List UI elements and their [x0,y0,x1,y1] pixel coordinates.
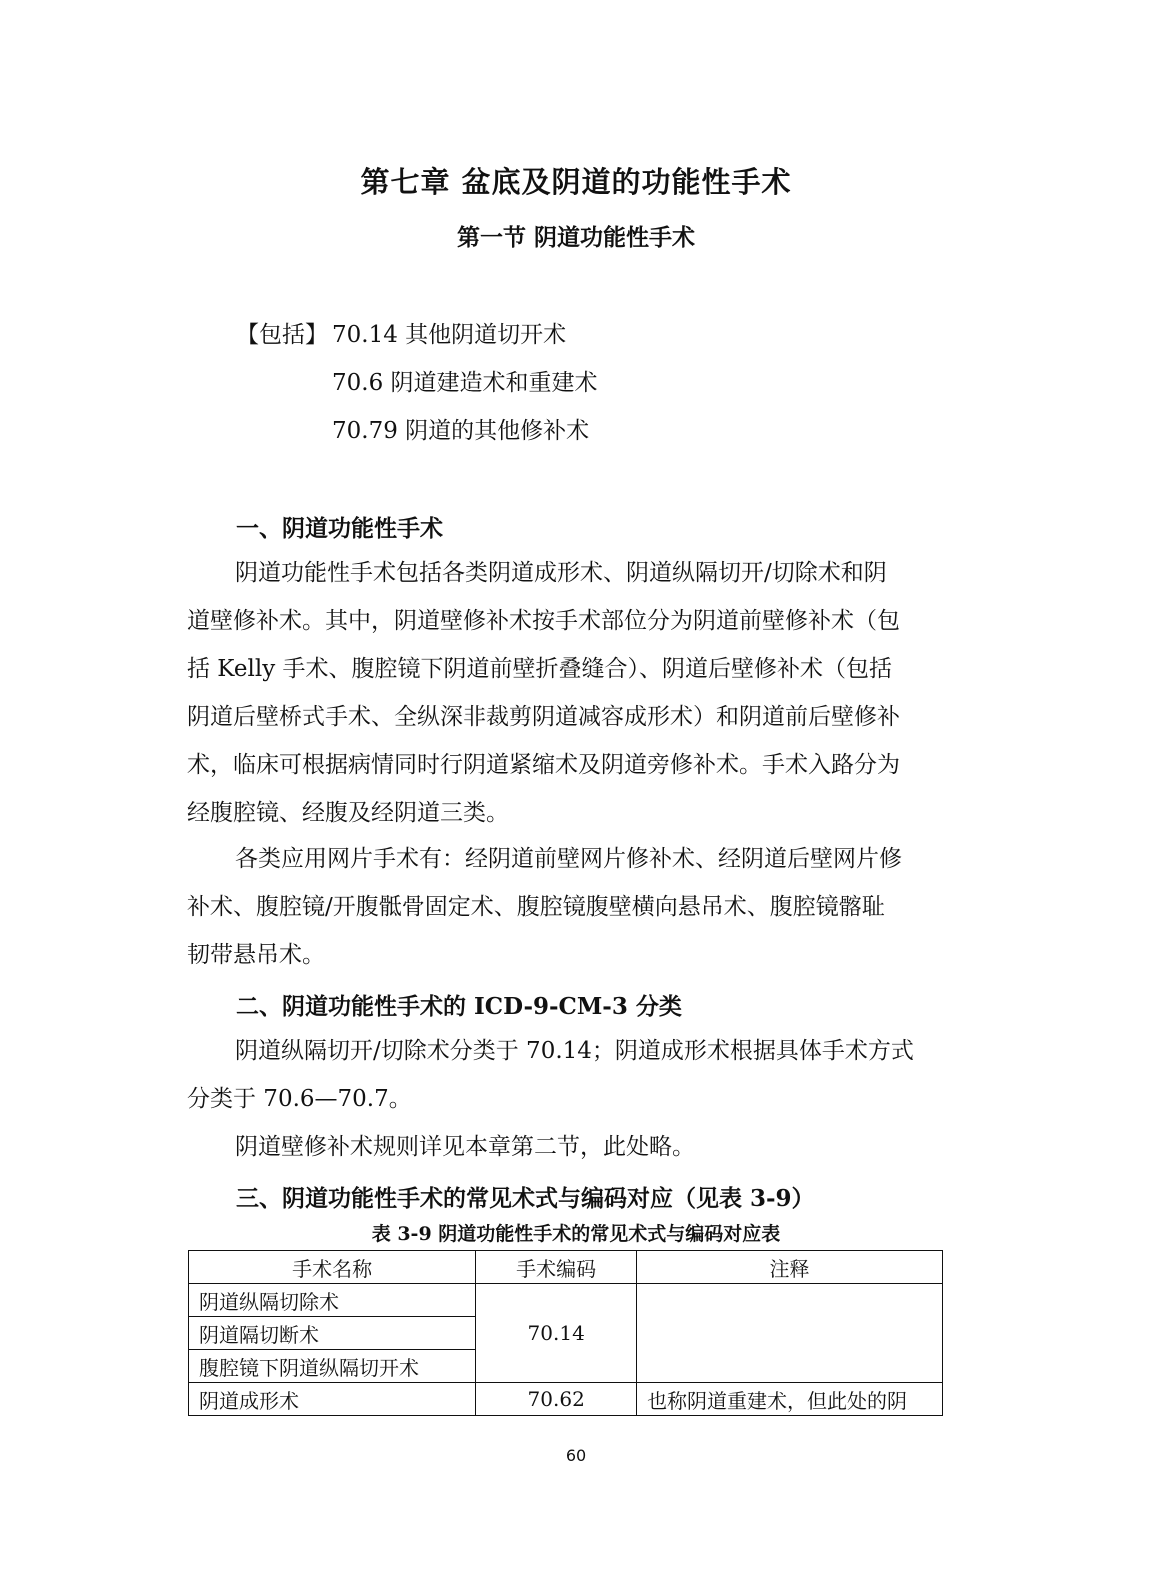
table-row [189,1284,943,1317]
section-title: 第一节 阴道功能性手术 [456,224,695,251]
procedure-note: 也称阴道重建术，但此处的阴 [637,1383,943,1416]
column-header: 注释 [637,1251,943,1284]
procedure-name: 阴道隔切断术 [189,1317,476,1350]
includes-item: 70.79 阴道的其他修补术 [332,418,590,444]
procedure-code: 70.14 [476,1284,637,1383]
paragraph-line: 阴道后壁桥式手术、全纵深非裁剪阴道减容成形术）和阴道前后壁修补 [187,704,900,730]
chapter-title: 第七章 盆底及阴道的功能性手术 [360,165,792,199]
paragraph-line: 补术、腹腔镜/开腹骶骨固定术、腹腔镜腹壁横向悬吊术、腹腔镜髂耻 [187,894,885,920]
table-header-row [189,1251,943,1284]
paragraph-line: 阴道功能性手术包括各类阴道成形术、阴道纵隔切开/切除术和阴 [235,560,887,586]
paragraph-line: 各类应用网片手术有：经阴道前壁网片修补术、经阴道后壁网片修 [235,846,902,872]
paragraph-line: 韧带悬吊术。 [187,942,325,968]
paragraph-line: 经腹腔镜、经腹及经阴道三类。 [187,800,509,826]
heading-1: 一、阴道功能性手术 [236,515,443,542]
procedure-name: 腹腔镜下阴道纵隔切开术 [189,1350,476,1383]
paragraph-line: 括 Kelly 手术、腹腔镜下阴道前壁折叠缝合）、阴道后壁修补术（包括 [187,656,893,682]
paragraph-3 [187,1027,937,1123]
procedure-name: 阴道纵隔切除术 [189,1284,476,1317]
paragraph-line: 阴道纵隔切开/切除术分类于 70.14；阴道成形术根据具体手术方式 [235,1038,914,1064]
procedure-note [637,1284,943,1383]
heading-3: 三、阴道功能性手术的常见术式与编码对应（见表 3-9） [236,1185,815,1212]
paragraph-4 [187,1123,937,1171]
paragraph-line: 分类于 70.6—70.7。 [187,1086,412,1112]
paragraph-2 [187,835,937,979]
page-number: 60 [565,1446,587,1465]
includes-item: 70.14 其他阴道切开术 [332,322,567,348]
code-table [188,1250,943,1416]
includes-item: 70.6 阴道建造术和重建术 [332,370,598,396]
table-caption: 表 3-9 阴道功能性手术的常见术式与编码对应表 [371,1223,781,1245]
includes-label: 【包括】 [236,322,328,348]
procedure-name: 阴道成形术 [189,1383,476,1416]
column-header: 手术编码 [476,1251,637,1284]
procedure-code: 70.62 [476,1383,637,1416]
column-header: 手术名称 [189,1251,476,1284]
paragraph-line: 道壁修补术。其中，阴道壁修补术按手术部位分为阴道前壁修补术（包 [187,608,900,634]
paragraph-line: 术，临床可根据病情同时行阴道紧缩术及阴道旁修补术。手术入路分为 [187,752,900,778]
heading-2: 二、阴道功能性手术的 ICD-9-CM-3 分类 [236,993,682,1020]
paragraph-line: 阴道壁修补术规则详见本章第二节，此处略。 [235,1134,695,1160]
table-row [189,1383,943,1416]
paragraph-1 [187,549,937,837]
